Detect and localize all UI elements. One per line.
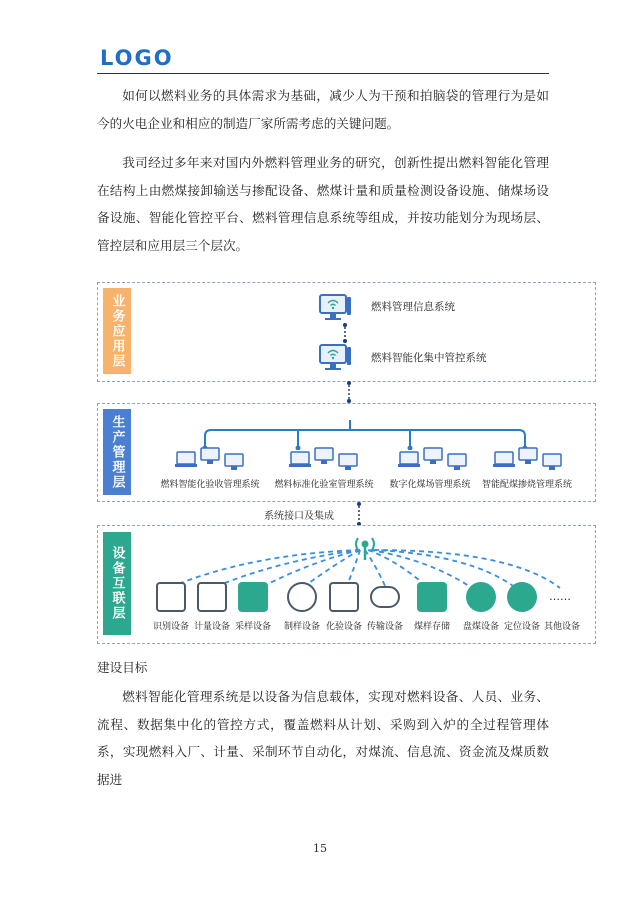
ellipsis: …… (549, 590, 571, 603)
paragraph-2: 我司经过多年来对国内外燃料管理业务的研究，创新性提出燃料智能化管理在结构上由燃煤接卸输送与掺配设备、燃煤计量和质量检测设备设施、储煤场设备设施、智能化管控平台、燃料管理信息系统等组成，并按功能划分为现场层、管控层和应用层三个层次。 (97, 155, 549, 253)
device-label: 盘煤设备 (462, 622, 499, 632)
inventory-icon (466, 582, 496, 612)
computer-cluster-icon (493, 446, 565, 472)
sampler-icon (238, 582, 268, 612)
conveyor-icon (370, 586, 400, 608)
scale-icon (197, 582, 227, 612)
production-system-2: 燃料标准化验室管理系统 (274, 480, 374, 490)
sample-prep-icon (287, 582, 317, 612)
device-label: 制样设备 (283, 622, 320, 632)
business-layer-label: 业务应用层 (103, 288, 131, 374)
connector-dots (340, 322, 350, 344)
device-label: 其他设备 (543, 622, 580, 632)
paragraph-1: 如何以燃料业务的具体需求为基础，减少人为干预和拍脑袋的管理行为是如今的火电企业和相应的制造厂家所需考虑的关键问题。 (97, 88, 549, 131)
device-label: 采样设备 (234, 622, 271, 632)
production-system-4: 智能配煤掺烧管理系统 (481, 480, 572, 490)
business-system-2: 燃料智能化集中管控系统 (371, 352, 487, 364)
production-system-3: 数字化煤场管理系统 (389, 480, 471, 490)
device-label: 传输设备 (366, 622, 403, 632)
logo: LOGO (100, 46, 174, 70)
lab-icon (329, 582, 359, 612)
computer-cluster-icon (289, 446, 361, 472)
device-label: 计量设备 (193, 622, 230, 632)
device-label: 定位设备 (503, 622, 540, 632)
rfid-icon (156, 582, 186, 612)
device-layer-label: 设备互联层 (103, 532, 131, 635)
connector-dots (354, 501, 364, 527)
section-title: 建设目标 (97, 660, 148, 675)
device-label: 化验设备 (325, 622, 362, 632)
header-rule (97, 73, 549, 74)
device-label: 识别设备 (152, 622, 189, 632)
page-number: 15 (313, 842, 327, 855)
production-layer-label: 生产管理层 (103, 409, 131, 495)
antenna-icon (352, 534, 378, 562)
interface-label: 系统接口及集成 (264, 511, 334, 522)
production-system-1: 燃料智能化验收管理系统 (160, 480, 260, 490)
device-label: 煤样存储 (413, 622, 450, 632)
monitor-wifi-icon (318, 343, 352, 373)
paragraph-3: 燃料智能化管理系统是以设备为信息载体，实现对燃料设备、人员、业务、流程、数据集中化的管控方式，覆盖燃料从计划、采购到入炉的全过程管理体系，实现燃料入厂、计量、采制环节自动化，对煤流、信息流、资金流及煤质数据进 (97, 689, 549, 787)
storage-icon (417, 582, 447, 612)
computer-cluster-icon (175, 446, 247, 472)
monitor-wifi-icon (318, 293, 352, 323)
computer-cluster-icon (398, 446, 470, 472)
location-icon (507, 582, 537, 612)
connector-dots (344, 380, 354, 404)
business-system-1: 燃料管理信息系统 (371, 301, 455, 313)
